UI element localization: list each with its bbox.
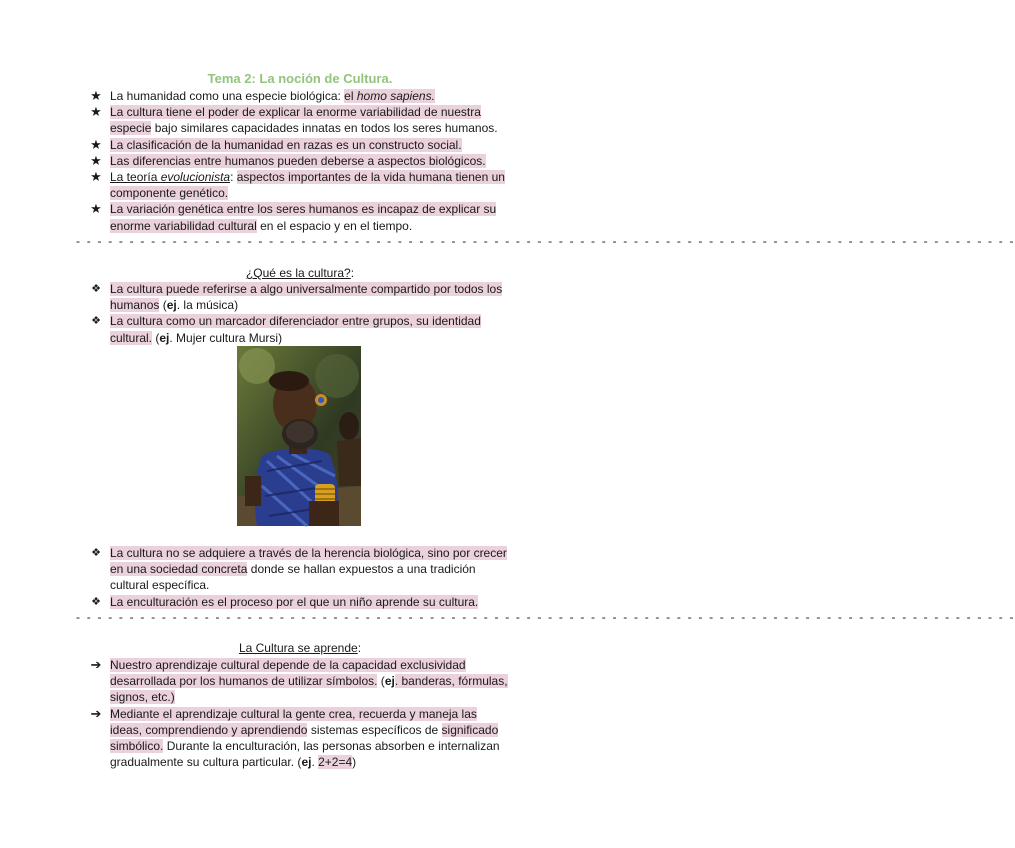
list-item-text: Las diferencias entre humanos pueden deberse a aspectos biológicos. [110, 153, 486, 168]
list-item-text: ej [384, 674, 395, 689]
section2-heading [0, 266, 600, 280]
list-item-text: significado simbólico. [110, 722, 499, 754]
star-bullet-icon: ★ [90, 136, 102, 152]
list-item-text: ( [159, 298, 167, 313]
list-item [0, 657, 510, 706]
section1-list [0, 88, 510, 234]
section3-heading [0, 641, 600, 655]
list-item [0, 169, 510, 201]
list-item-text: . Mujer cultura Mursi) [169, 330, 283, 345]
list-item-text: La enculturación es el proceso por el que un niño aprende su cultura. [110, 594, 479, 609]
list-item-text: ( [377, 674, 385, 689]
list-item-text: homo sapiens. [356, 89, 435, 103]
list-item [0, 313, 510, 345]
star-bullet-icon: ★ [90, 201, 102, 217]
diamond-bullet-icon: ❖ [91, 315, 101, 328]
list-item-text: La clasificación de la humanidad en razas es un constructo social. [110, 137, 462, 152]
list-item-text: La humanidad como una especie biológica: [110, 89, 345, 103]
list-item-text: aspectos importantes de la vida humana tienen un componente genético. [110, 170, 505, 201]
mursi-woman-photo [237, 346, 361, 526]
diamond-bullet-icon: ❖ [91, 595, 101, 608]
list-item-text: . banderas, fórmulas, signos, etc.) [110, 674, 508, 705]
list-item [0, 201, 510, 233]
diamond-bullet-icon: ❖ [91, 547, 101, 559]
list-item-text: La cultura como un marcador diferenciador entre grupos, su identidad cultural. [110, 314, 481, 345]
list-item-text: La variación genética entre los seres humanos es incapaz de explicar su enorme variabilidad cultural [110, 202, 497, 233]
section2-list-a [0, 281, 510, 346]
list-item-text: : [230, 170, 237, 185]
list-item [0, 88, 510, 104]
list-item-text: ( [152, 330, 160, 345]
list-item [0, 545, 510, 594]
list-item-text: ) [352, 755, 357, 770]
star-bullet-icon: ★ [90, 169, 102, 185]
section-divider-1: - - - - - - - - - - - - - - - - - - - - - - - - - - - - - - - - - - - - - - - - - - - - - - - - - - - - - - - - - - - - - - - - - - - - - - - - - - - - - - - - - - - - - - - - [76, 234, 1015, 248]
list-item-text: bajo similares capacidades innatas en todos los seres humanos. [151, 121, 498, 136]
list-item-text: . la música) [176, 298, 239, 313]
list-item-text: evolucionista [160, 170, 231, 185]
list-item-text: ej [166, 298, 177, 313]
section-divider-2: - - - - - - - - - - - - - - - - - - - - - - - - - - - - - - - - - - - - - - - - - - - - - - - - - - - - - - - - - - - - - - - - - - - - - - - - - - - - - - - - - - - - - - - - [76, 610, 1015, 624]
mursi-woman-illustration [237, 346, 361, 526]
section3-heading-text: La Cultura se aprende [238, 641, 358, 655]
star-bullet-icon: ★ [90, 88, 102, 103]
list-item-text: en el espacio y en el tiempo. [256, 218, 413, 233]
list-item-text: ej [301, 755, 312, 770]
list-item-text: donde se hallan expuestos a una tradición cultural específica. [110, 562, 476, 593]
list-item-text: Mediante el aprendizaje cultural la gente crea, recuerda y maneja las ideas, comprendiendo y aprendiendo [110, 706, 477, 737]
list-item-text: el [344, 89, 357, 103]
list-item-text: Nuestro aprendizaje cultural depende de la capacidad exclusividad desarrollada por los humanos de utilizar símbolos. [110, 658, 466, 689]
list-item [0, 281, 510, 313]
star-bullet-icon: ★ [90, 104, 102, 120]
list-item-text: La cultura no se adquiere a través de la herencia biológica, sino por crecer en una sociedad concreta [110, 546, 507, 577]
list-item-text: Durante la enculturación, las personas absorben e internalizan gradualmente su cultura particular. ( [110, 739, 500, 770]
diamond-bullet-icon: ❖ [91, 283, 101, 295]
list-item-text: La cultura tiene el poder de explicar la enorme variabilidad de nuestra especie [110, 105, 481, 136]
list-item [0, 104, 510, 136]
arrow-bullet-icon: ➔ [90, 657, 102, 672]
list-item [0, 706, 510, 771]
section2-list-b [0, 545, 510, 610]
arrow-bullet-icon: ➔ [90, 705, 102, 721]
star-bullet-icon: ★ [90, 152, 102, 168]
list-item-text: ej [159, 330, 170, 345]
list-item-text: La teoría [110, 170, 161, 185]
section3-heading-colon: : [357, 641, 362, 655]
list-item [0, 594, 510, 610]
list-item-text: 2+2=4 [318, 755, 353, 770]
list-item-text: . [311, 755, 319, 770]
list-item-text: sistemas específicos de [307, 722, 442, 737]
section2-heading-colon: : [350, 266, 355, 280]
document-title: Tema 2: La noción de Cultura. [207, 71, 393, 86]
list-item-text: La cultura puede referirse a algo universalmente compartido por todos los humanos [110, 282, 503, 313]
list-item [0, 153, 510, 169]
section3-list [0, 657, 510, 770]
section2-heading-text: ¿Qué es la cultura? [245, 266, 351, 280]
list-item [0, 137, 510, 153]
